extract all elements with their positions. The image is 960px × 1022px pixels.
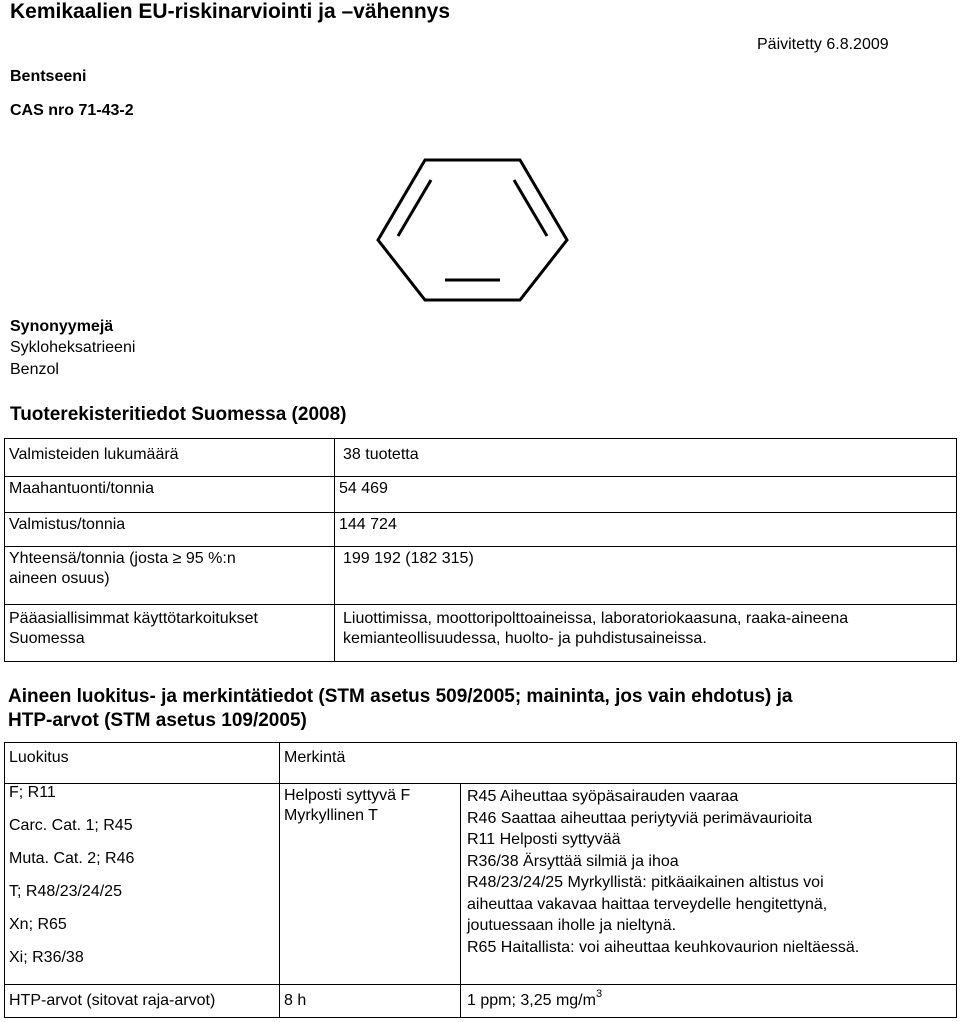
synonyms-heading: Synonyymejä <box>10 318 114 335</box>
table-row <box>5 513 957 547</box>
labels-list <box>280 784 461 985</box>
table-cell-label: Yhteensä/tonnia (josta ≥ 95 %:n aineen osuus) <box>5 547 335 605</box>
table-cell-value: Liuottimissa, moottoripolttoaineissa, laboratoriokaasuna, raaka-aineena kemianteollisuudessa, huolto- ja puhdistusaineissa. <box>335 605 957 662</box>
classification-item: Xn; R65 <box>9 916 67 933</box>
table-cell-label: Maahantuonti/tonnia <box>5 477 335 513</box>
r-phrases-list <box>461 784 957 985</box>
r-phrase: joutuessaan iholle ja nieltynä. <box>467 917 677 934</box>
r-phrase: R46 Saattaa aiheuttaa periytyviä perimävaurioita <box>467 809 813 827</box>
product-register-table <box>4 438 957 662</box>
r-phrase: R65 Haitallista: voi aiheuttaa keuhkovaurion nieltäessä. <box>467 938 860 956</box>
table-row <box>5 477 957 513</box>
table-row <box>5 547 957 605</box>
table-row <box>5 439 957 477</box>
synonym-item: Benzol <box>10 361 59 378</box>
updated-date: Päivitetty 6.8.2009 <box>757 36 889 53</box>
table-row <box>5 784 957 985</box>
greater-or-equal-symbol: ≥ <box>172 550 182 567</box>
label-item: Helposti syttyvä F <box>284 787 411 804</box>
table-cell-label: Valmisteiden lukumäärä <box>5 439 335 477</box>
substance-name: Bentseeni <box>10 68 87 85</box>
synonym-item: Sykloheksatrieeni <box>10 339 136 356</box>
table-row <box>5 605 957 662</box>
r-phrase: aiheuttaa vakavaa haittaa terveydelle hengitettynä, <box>467 895 828 913</box>
classification-list <box>5 784 280 985</box>
table-cell-value: 38 tuotetta <box>335 439 957 477</box>
product-register-title: Tuoterekisteritiedot Suomessa (2008) <box>10 404 347 425</box>
htp-value: 1 ppm; 3,25 $mg/m^3$ <box>461 985 957 1018</box>
r-phrase: R48/23/24/25 Myrkyllistä: pitkäaikainen altistus voi <box>467 874 824 891</box>
cas-number: CAS nro 71-43-2 <box>10 102 134 119</box>
document-title: Kemikaalien EU-riskinarviointi ja –vähennys <box>10 0 451 23</box>
htp-label: HTP-arvot (sitovat raja-arvot) <box>5 985 280 1018</box>
classification-title-line1: Aineen luokitus- ja merkintätiedot (STM asetus 509/2005; maininta, jos vain ehdotus) ja <box>8 686 793 707</box>
classification-item: F; R11 <box>9 784 56 801</box>
table-cell-value: 144 724 <box>335 513 957 547</box>
classification-table <box>4 742 957 1018</box>
classification-item: T; R48/23/24/25 <box>9 883 122 900</box>
header-luokitus: Luokitus <box>5 743 280 784</box>
r-phrase: R45 Aiheuttaa syöpäsairauden vaaraa <box>467 788 739 805</box>
table-cell-label: Valmistus/tonnia <box>5 513 335 547</box>
classification-item: Muta. Cat. 2; R46 <box>9 850 135 867</box>
classification-title-line2: HTP-arvot (STM asetus 109/2005) <box>8 710 307 731</box>
r-phrase: R11 Helposti syttyvää <box>467 831 621 848</box>
r-phrase: R36/38 Ärsyttää silmiä ja ihoa <box>467 852 679 870</box>
label-item: Myrkyllinen T <box>284 807 378 824</box>
htp-row <box>5 985 957 1018</box>
header-merkinta: Merkintä <box>280 743 957 784</box>
benzene-structure-image <box>370 140 580 310</box>
table-cell-value: 199 192 (182 315) <box>335 547 957 605</box>
table-cell-value: 54 469 <box>335 477 957 513</box>
htp-period: 8 h <box>280 985 461 1018</box>
table-header-row <box>5 743 957 784</box>
classification-item: Xi; R36/38 <box>9 949 84 966</box>
classification-item: Carc. Cat. 1; R45 <box>9 817 133 834</box>
table-cell-label: Pääasiallisimmat käyttötarkoitukset Suomessa <box>5 605 335 662</box>
